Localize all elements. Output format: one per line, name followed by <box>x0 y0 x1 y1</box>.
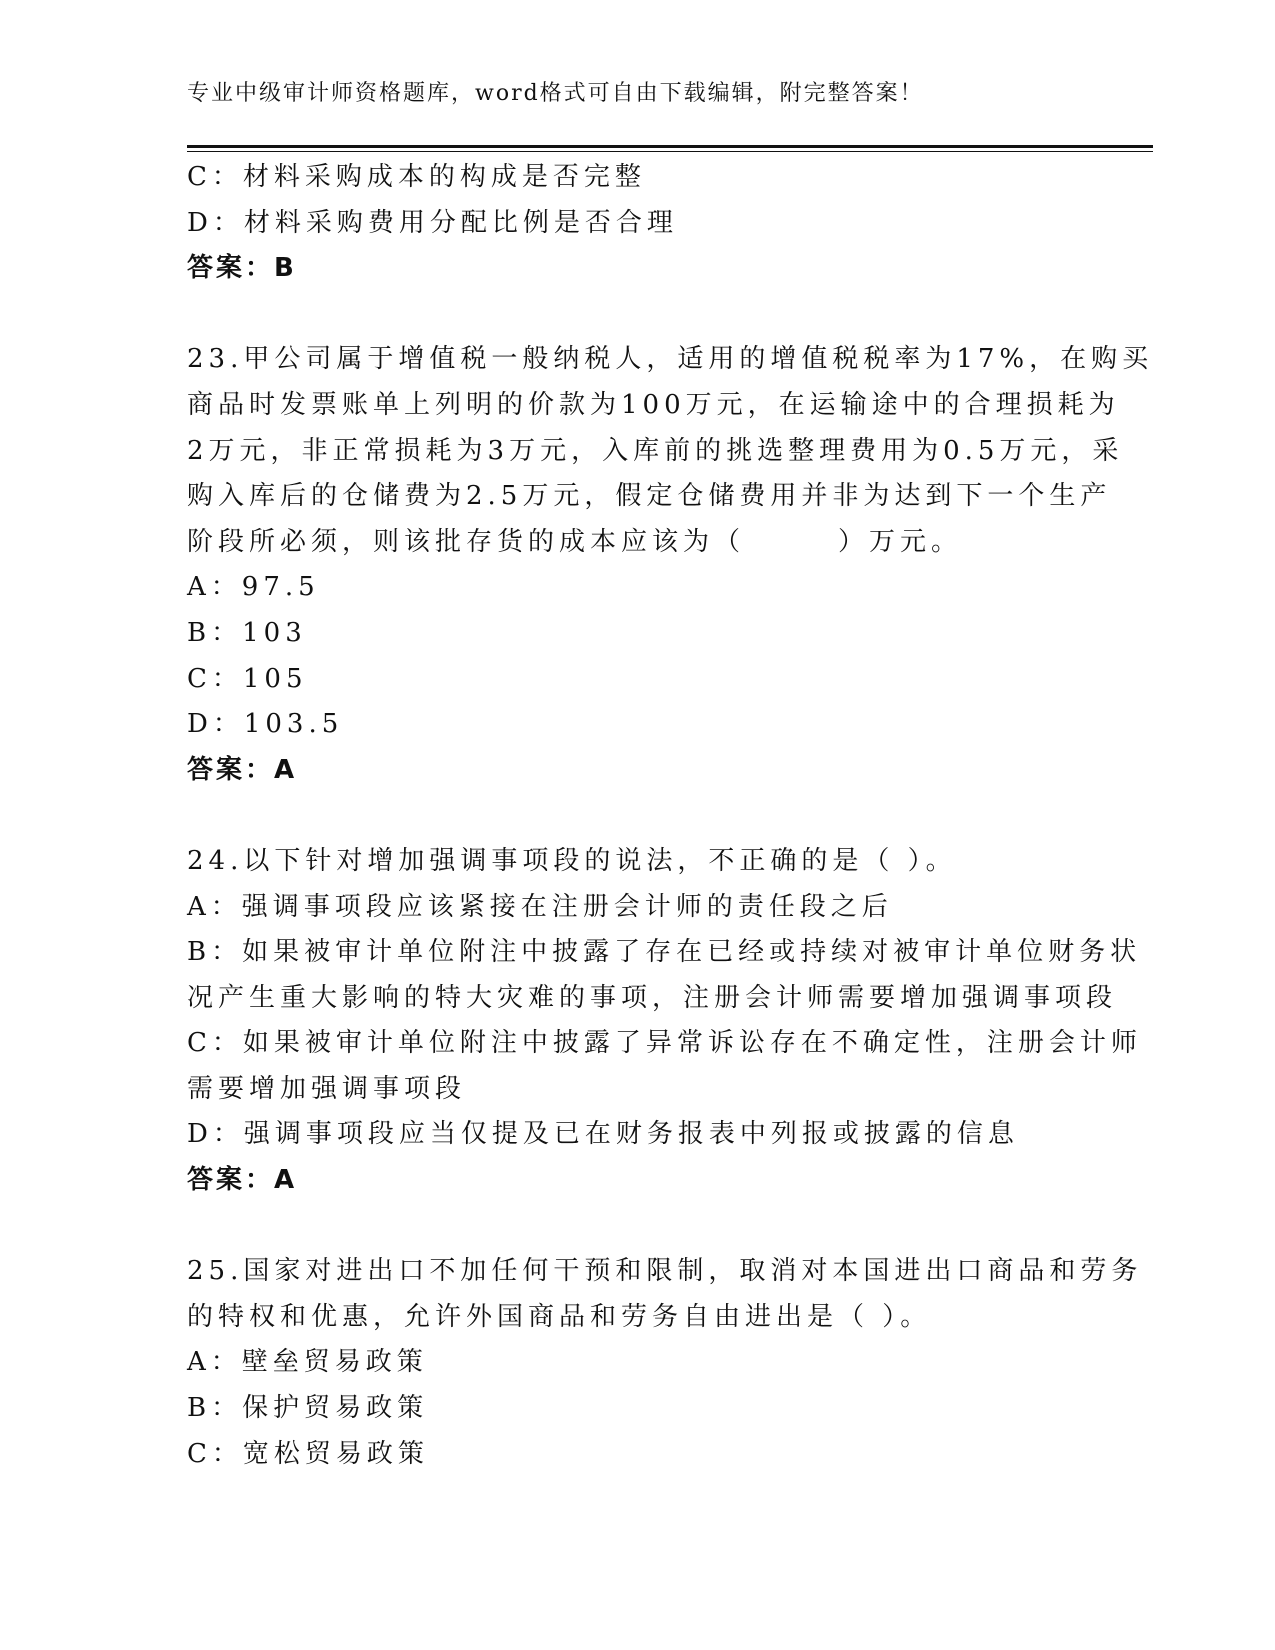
question-stem-line: 购入库后的仓储费为2.5万元，假定仓储费用并非为达到下一个生产 <box>187 481 1112 512</box>
option-c: C：105 <box>187 663 308 694</box>
question-stem-line: 商品时发票账单上列明的价款为100万元，在运输途中的合理损耗为 <box>187 389 1120 420</box>
option-b: B：103 <box>187 617 307 648</box>
question-stem-line: 的特权和优惠，允许外国商品和劳务自由进出是（ ）。 <box>187 1301 932 1332</box>
spacer <box>187 1204 1087 1250</box>
question-23 <box>187 337 1154 793</box>
page-header: 专业中级审计师资格题库，word格式可自由下载编辑，附完整答案！ <box>187 81 924 106</box>
question-stem-line: 23.甲公司属于增值税一般纳税人，适用的增值税税率为17%，在购买 <box>187 344 1154 375</box>
question-24 <box>187 839 1142 1204</box>
option-c: C：宽松贸易政策 <box>187 1438 429 1469</box>
answer-line: 答案：A <box>187 754 298 785</box>
option-c: C：如果被审计单位附注中披露了异常诉讼存在不确定性，注册会计师 <box>187 1028 1142 1059</box>
option-b-continued: 况产生重大影响的特大灾难的事项，注册会计师需要增加强调事项段 <box>187 982 1118 1013</box>
question-stem-line: 2万元，非正常损耗为3万元，入库前的挑选整理费用为0.5万元，采 <box>187 435 1124 466</box>
question-stem-line: 25.国家对进出口不加任何干预和限制，取消对本国进出口商品和劳务 <box>187 1256 1143 1287</box>
spacer <box>187 793 1087 839</box>
option-d: D：103.5 <box>187 709 344 740</box>
document-body <box>187 155 1154 1477</box>
option-d: D：强调事项段应当仅提及已在财务报表中列报或披露的信息 <box>187 1119 1019 1150</box>
option-d: D：材料采购费用分配比例是否合理 <box>187 207 678 238</box>
header-divider <box>187 145 1153 148</box>
option-b: B：保护贸易政策 <box>187 1393 429 1424</box>
question-25 <box>187 1249 1143 1477</box>
answer-line: 答案：B <box>187 253 297 284</box>
option-c-continued: 需要增加强调事项段 <box>187 1073 467 1104</box>
option-a: A：壁垒贸易政策 <box>187 1347 428 1378</box>
option-a: A：97.5 <box>187 572 320 603</box>
spacer <box>187 292 1087 338</box>
question-stem-line: 阶段所必须，则该批存货的成本应该为（ ）万元。 <box>187 526 963 557</box>
prev-question <box>187 155 1087 292</box>
option-b: B：如果被审计单位附注中披露了存在已经或持续对被审计单位财务状 <box>187 937 1142 968</box>
answer-line: 答案：A <box>187 1165 298 1196</box>
option-c: C：材料采购成本的构成是否完整 <box>187 162 646 192</box>
option-a: A：强调事项段应该紧接在注册会计师的责任段之后 <box>187 891 893 922</box>
question-stem-line: 24.以下针对增加强调事项段的说法，不正确的是（ ）。 <box>187 845 957 876</box>
